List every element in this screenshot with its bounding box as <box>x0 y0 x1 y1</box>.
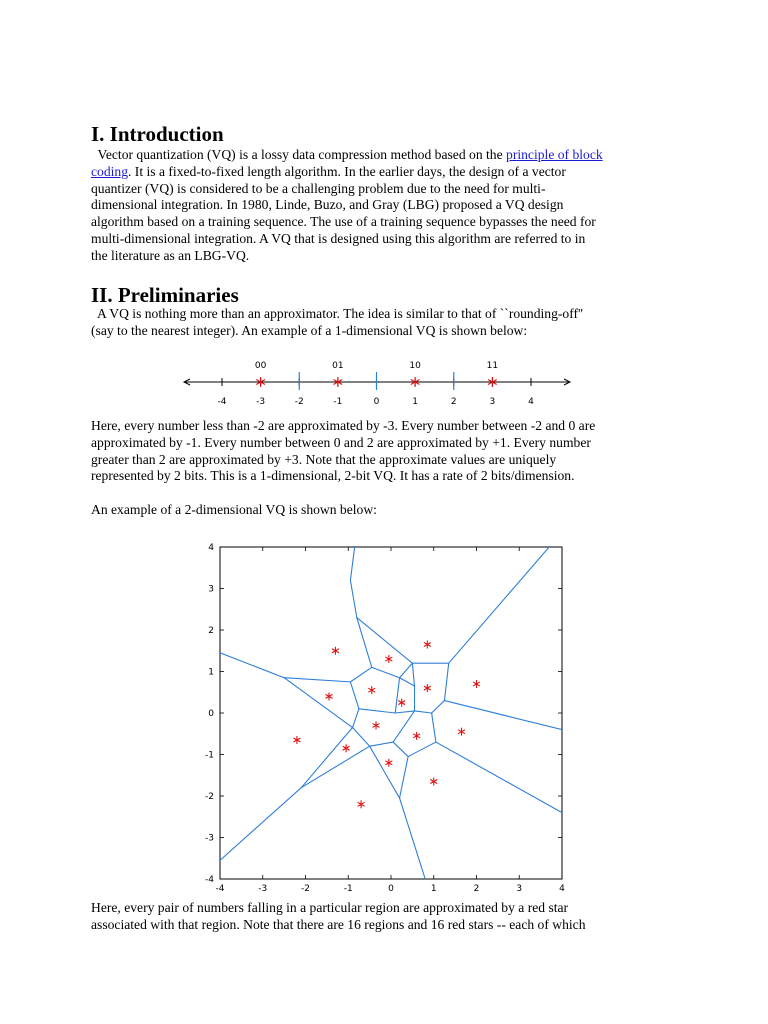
x-tick-label: -3 <box>258 884 268 894</box>
tick-label: 1 <box>412 397 418 407</box>
x-tick-label: -1 <box>343 884 353 894</box>
y-tick-label: -3 <box>205 833 214 844</box>
codeword-star <box>430 777 437 785</box>
codeword-star <box>385 655 392 663</box>
tick-label: 0 <box>373 397 380 407</box>
intro-text: . It is a fixed-to-fixed length algorithm. In the earlier days, the design of a vector <box>128 163 566 179</box>
codeword-star <box>368 686 375 694</box>
voronoi-edge <box>400 678 415 686</box>
prelim-line: Here, every pair of numbers falling in a particular region are approximated by a red star <box>91 900 569 915</box>
prelim-line: A VQ is nothing more than an approximator. The idea is similar to that of ``rounding-off'' <box>91 306 583 321</box>
section-heading-introduction: I. Introduction <box>91 122 224 146</box>
x-tick-label: 1 <box>430 884 437 894</box>
tick-label: -2 <box>294 397 304 407</box>
voronoi-edge <box>449 547 549 663</box>
voronoi-edge <box>357 618 413 664</box>
y-tick-label: 3 <box>208 584 214 595</box>
codeword-star <box>424 684 431 692</box>
y-tick-label: -4 <box>205 875 214 885</box>
voronoi-edge <box>353 728 370 747</box>
voronoi-edge <box>350 682 359 709</box>
y-tick-label: -1 <box>205 750 214 761</box>
voronoi-edge <box>284 678 350 682</box>
principle-of-block-coding-link[interactable]: principle of block <box>506 147 603 162</box>
code-label: 11 <box>486 361 499 371</box>
tick-label: 2 <box>450 397 457 407</box>
voronoi-edge <box>220 653 284 678</box>
voronoi-edge <box>432 713 436 742</box>
code-label: 10 <box>409 361 421 371</box>
intro-text: dimensional integration. In 1980, Linde, Buzo, and Gray (LBG) proposed a VQ design <box>91 197 564 213</box>
voronoi-edge <box>412 663 414 686</box>
code-label: 00 <box>254 361 267 371</box>
voronoi-edge <box>359 709 395 713</box>
voronoi-edge <box>408 742 436 757</box>
tick-label: -3 <box>256 397 266 407</box>
codeword-star <box>385 759 392 767</box>
prelim-paragraph-1 <box>91 306 691 340</box>
voronoi-edge <box>444 701 562 730</box>
codeword-star <box>293 736 300 744</box>
codeword-star <box>326 692 333 700</box>
codeword-star <box>424 641 431 649</box>
voronoi-edge <box>393 742 408 757</box>
intro-line <box>91 181 691 198</box>
figure-2d-vq <box>195 535 575 900</box>
voronoi-edge <box>393 711 414 742</box>
voronoi-edge <box>353 709 359 728</box>
voronoi-edge <box>400 663 413 678</box>
prelim-paragraph-4 <box>91 900 691 934</box>
intro-line <box>91 197 691 214</box>
voronoi-boundaries <box>220 547 562 879</box>
y-tick-label: -2 <box>205 792 214 802</box>
voronoi-edge <box>350 667 371 682</box>
codeword-star <box>343 744 350 752</box>
code-label: 01 <box>332 361 344 371</box>
codeword-star <box>398 699 405 707</box>
x-tick-label: -4 <box>215 884 225 894</box>
intro-line <box>91 164 691 181</box>
codeword-star <box>458 728 465 736</box>
voronoi-edge <box>372 667 400 677</box>
prelim-line: An example of a 2-dimensional VQ is shown below: <box>91 502 377 517</box>
principle-of-block-coding-link[interactable]: coding <box>91 163 128 179</box>
tick-label: -4 <box>217 397 227 407</box>
intro-text: quantizer (VQ) is considered to be a challenging problem due to the need for multi- <box>91 180 546 196</box>
y-tick-label: 0 <box>208 709 214 719</box>
tick-label: 4 <box>528 397 534 407</box>
intro-text: the literature as an LBG-VQ. <box>91 247 250 263</box>
codeword-star <box>373 721 380 729</box>
y-tick-label: 2 <box>208 626 214 636</box>
prelim-line: approximated by -1. Every number between 0 and 2 are approximated by +1. Every number <box>91 434 591 450</box>
voronoi-edge <box>370 742 394 746</box>
intro-paragraph <box>91 147 691 265</box>
prelim-line: greater than 2 are approximated by +3. Note that the approximate values are uniquely <box>91 451 557 467</box>
voronoi-edge <box>432 701 445 713</box>
x-tick-label: 0 <box>388 884 394 894</box>
intro-text: algorithm based on a training sequence. The use of a training sequence bypasses the need for <box>91 214 596 230</box>
voronoi-edge <box>284 678 352 728</box>
voronoi-edge <box>444 663 448 700</box>
intro-line <box>91 248 691 265</box>
codeword-star <box>358 800 365 808</box>
voronoi-edge <box>436 742 562 813</box>
prelim-paragraph-3 <box>91 502 691 519</box>
intro-line <box>91 147 691 164</box>
voronoi-edge <box>400 757 409 799</box>
prelim-line: represented by 2 bits. This is a 1-dimensional, 2-bit VQ. It has a rate of 2 bits/dimension. <box>91 468 575 484</box>
voronoi-edge <box>395 678 399 713</box>
x-tick-label: 3 <box>516 884 523 894</box>
voronoi-edge <box>350 580 356 617</box>
voronoi-edge <box>370 746 400 798</box>
y-tick-label: 1 <box>208 667 214 678</box>
tick-label: 3 <box>489 397 496 407</box>
section-heading-preliminaries: II. Preliminaries <box>91 283 239 307</box>
voronoi-edge <box>357 618 372 668</box>
voronoi-edge <box>350 547 354 580</box>
tick-label: -1 <box>333 397 343 407</box>
prelim-paragraph-2 <box>91 418 691 485</box>
voronoi-edge <box>220 788 301 861</box>
intro-line <box>91 214 691 231</box>
figure-1d-vq <box>180 352 580 412</box>
prelim-line: associated with that region. Note that there are 16 regions and 16 red stars -- each of which <box>91 916 586 932</box>
y-tick-label: 4 <box>208 543 214 553</box>
voronoi-edge <box>395 711 414 713</box>
codeword-star <box>473 680 480 688</box>
codeword-star <box>332 647 339 655</box>
intro-text: multi-dimensional integration. A VQ that is designed using this algorithm are referred to in <box>91 230 586 246</box>
x-tick-label: 4 <box>559 884 565 894</box>
prelim-line: (say to the nearest integer). An example of a 1-dimensional VQ is shown below: <box>91 322 528 338</box>
codeword-star <box>413 732 420 740</box>
x-tick-label: 2 <box>473 884 480 894</box>
intro-text: Vector quantization (VQ) is a lossy data compression method based on the <box>91 147 507 162</box>
voronoi-edge <box>301 746 369 788</box>
voronoi-edge <box>400 798 426 879</box>
intro-line <box>91 231 691 248</box>
voronoi-edge <box>301 728 352 788</box>
voronoi-edge <box>415 711 432 713</box>
prelim-line: Here, every number less than -2 are approximated by -3. Every number between -2 and 0 are <box>91 418 596 433</box>
x-tick-label: -2 <box>301 884 310 894</box>
